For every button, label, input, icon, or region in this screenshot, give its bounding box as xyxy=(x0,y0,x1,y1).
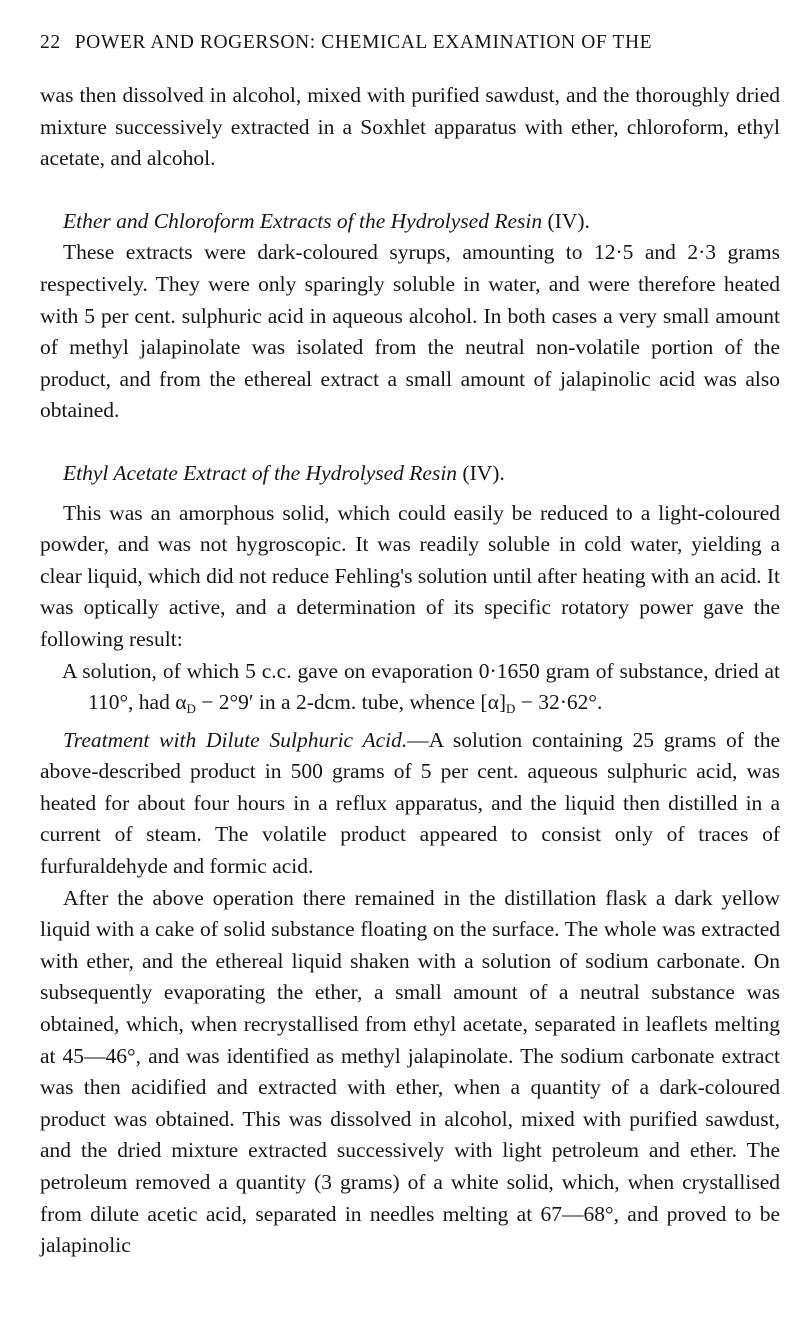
ethyl-acetate-paragraph: This was an amorphous solid, which could easily be reduced to a light-coloured powder, and was not hygroscopic. It was readily soluble in cold water, yielding a clear liquid, which did not reduce Fehling's solution until after heating with an acid. It was optically active, and a determination of its specific rotatory power gave the following result: xyxy=(40,500,780,651)
rotation-result-text-c: − 32·62°. xyxy=(515,690,603,715)
section-heading-suffix: (IV). xyxy=(547,208,590,233)
running-title: POWER AND ROGERSON: CHEMICAL EXAMINATION OF THE xyxy=(74,32,653,53)
dilute-acid-text: —A solution containing 25 grams of the above-described product in 500 grams of 5 per cent. aqueous sulphuric acid, was heated for about four hours in a reflux apparatus, and the liquid then distilled in a current of steam. The volatile product appeared to consist only of traces of furfuraldehyde and formic acid. xyxy=(40,727,780,879)
ether-chloroform-paragraph: These extracts were dark-coloured syrups, amounting to 12·5 and 2·3 grams respectively. They were only sparingly soluble in water, and were therefore heated with 5 per cent. sulphuric acid in aqueous alcohol. In both cases a very small amount of methyl jalapinolate was isolated from the neutral non-volatile portion of the product, and from the ethereal extract a small amount of jalapinolic acid was also obtained. xyxy=(40,240,780,423)
intro-paragraph: was then dissolved in alcohol, mixed with purified sawdust, and the thoroughly dried mixture successively extracted in a Soxhlet apparatus with ether, chloroform, ethyl acetate, and alcohol. xyxy=(40,83,780,171)
section-heading-ethyl-acetate xyxy=(40,458,780,490)
after-operation-paragraph: After the above operation there remained in the distillation flask a dark yellow liquid with a cake of solid substance floating on the surface. The whole was extracted with ether, and the ethereal liquid shaken with a solution of sodium carbonate. On subsequently evaporating the ether, a small amount of a neutral substance was obtained, which, when recrystallised from ethyl acetate, separated in leaflets melting at 45—46°, and was identified as methyl jalapinolate. The sodium carbonate extract was then acidified and extracted with ether, when a quantity of a dark-coloured product was obtained. This was dissolved in alcohol, mixed with purified sawdust, and the dried mixture extracted successively with light petroleum and ether. The petroleum removed a quantity (3 grams) of a white solid, which, when crystallised from dilute acetic acid, separated in needles melting at 67—68°, and proved to be jalapinolic xyxy=(40,885,780,1258)
rotation-result-text-a: A solution, of which 5 c.c. gave on evaporation 0·1650 gram of substance, dried at 110°, had α xyxy=(62,658,780,715)
section-heading-title: Ether and Chloroform Extracts of the Hydrolysed Resin xyxy=(63,208,543,233)
dilute-acid-lead: Treatment with Dilute Sulphuric Acid. xyxy=(63,727,408,752)
body-text xyxy=(40,80,780,1262)
subscript-d: D xyxy=(186,701,196,717)
subscript-d: D xyxy=(506,701,516,717)
rotation-result-text-b: − 2°9′ in a 2-dcm. tube, whence [α] xyxy=(195,690,506,715)
rotation-result xyxy=(40,656,780,725)
section-heading-title: Ethyl Acetate Extract of the Hydrolysed Resin xyxy=(63,460,458,485)
section-heading-ether-chloroform xyxy=(40,206,780,238)
dilute-acid-paragraph xyxy=(40,725,780,883)
section-heading-suffix: (IV). xyxy=(462,460,505,485)
running-header xyxy=(40,32,780,54)
page-number: 22 xyxy=(40,32,61,53)
